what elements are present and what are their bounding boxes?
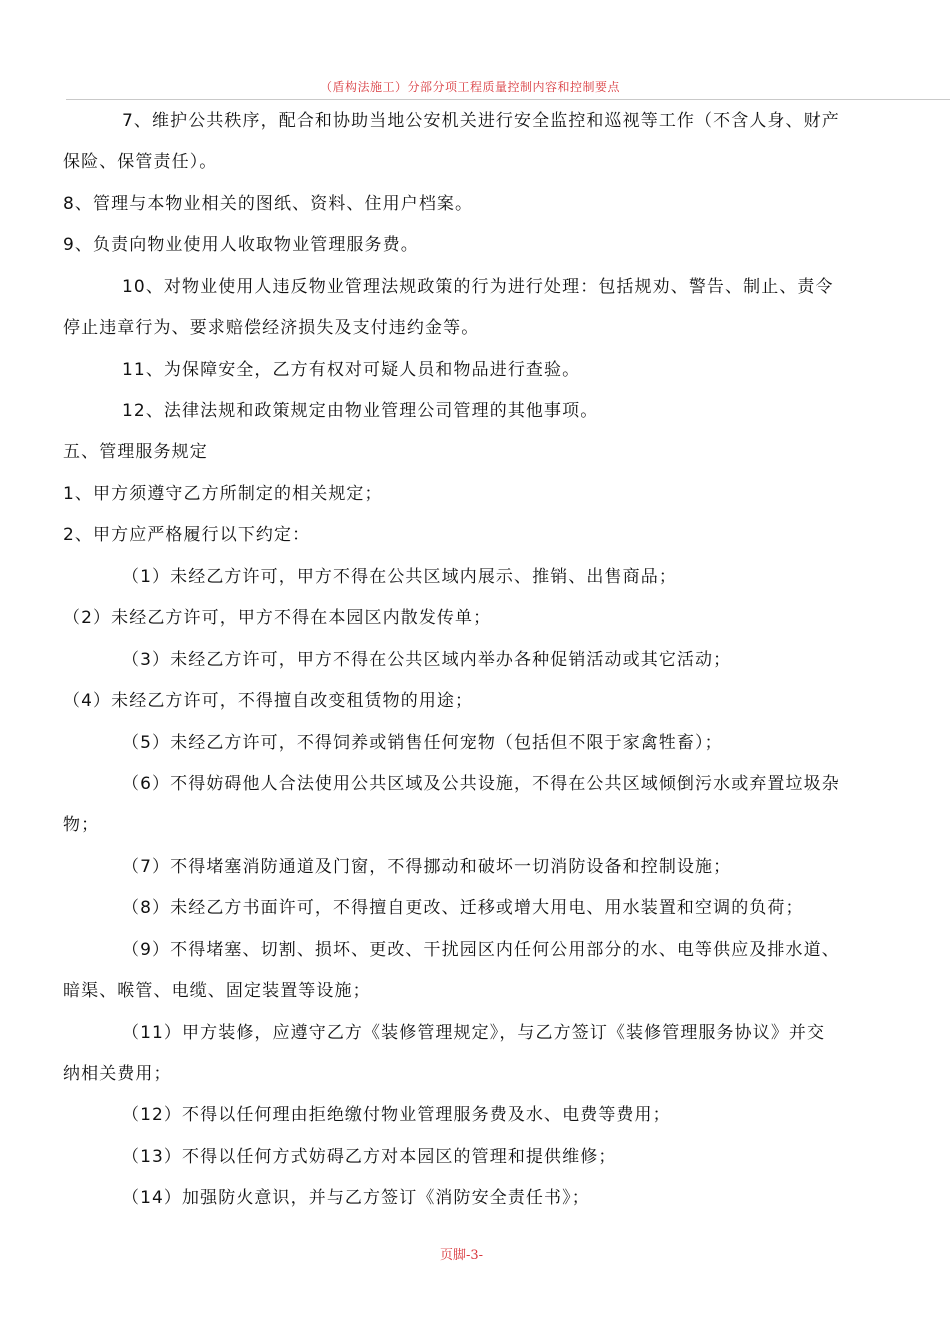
page-footer: 页脚-3- [440, 1248, 484, 1263]
text-line: （3）未经乙方许可，甲方不得在公共区域内举办各种促销活动或其它活动； [122, 650, 732, 670]
text-line: （12）不得以任何理由拒绝缴付物业管理服务费及水、电费等费用； [122, 1105, 671, 1125]
text-line: 7、维护公共秩序，配合和协助当地公安机关进行安全监控和巡视等工作（不含人身、财产 [122, 111, 840, 131]
text-line: （11）甲方装修，应遵守乙方《装修管理规定》，与乙方签订《装修管理服务协议》并交 [122, 1023, 826, 1043]
text-line: 10、对物业使用人违反物业管理法规政策的行为进行处理：包括规劝、警告、制止、责令 [122, 277, 834, 297]
text-line: 12、法律法规和政策规定由物业管理公司管理的其他事项。 [122, 401, 599, 421]
text-line: （5）未经乙方许可，不得饲养或销售任何宠物（包括但不限于家禽牲畜）； [122, 733, 723, 753]
text-line: 停止违章行为、要求赔偿经济损失及支付违约金等。 [63, 318, 480, 338]
header-title: （盾构法施工）分部分项工程质量控制内容和控制要点 [320, 80, 621, 94]
text-line: 9、负责向物业使用人收取物业管理服务费。 [63, 235, 419, 255]
text-line: 保险、保管责任）。 [63, 152, 218, 172]
text-line: （4）未经乙方许可，不得擅自改变租赁物的用途； [63, 691, 474, 711]
text-line: 暗渠、喉管、电缆、固定装置等设施； [63, 981, 371, 1001]
text-line: （13）不得以任何方式妨碍乙方对本园区的管理和提供维修； [122, 1147, 617, 1167]
section-heading: 五、管理服务规定 [63, 442, 208, 462]
page-header [0, 0, 950, 112]
text-line: 物； [63, 815, 100, 835]
text-line: （14）加强防火意识，并与乙方签订《消防安全责任书》； [122, 1188, 590, 1208]
text-line: 纳相关费用； [63, 1064, 172, 1084]
text-line: （8）未经乙方书面许可，不得擅自更改、迁移或增大用电、用水装置和空调的负荷； [122, 898, 804, 918]
text-line: 1、甲方须遵守乙方所制定的相关规定； [63, 484, 383, 504]
text-line: （1）未经乙方许可，甲方不得在公共区域内展示、推销、出售商品； [122, 567, 677, 587]
text-line: 2、甲方应严格履行以下约定： [63, 525, 311, 545]
text-line: 8、管理与本物业相关的图纸、资料、住用户档案。 [63, 194, 474, 214]
text-line: （6）不得妨碍他人合法使用公共区域及公共设施，不得在公共区域倾倒污水或弃置垃圾杂 [122, 774, 840, 794]
text-line: （7）不得堵塞消防通道及门窗，不得挪动和破坏一切消防设备和控制设施； [122, 857, 732, 877]
text-line: 11、为保障安全，乙方有权对可疑人员和物品进行查验。 [122, 360, 581, 380]
text-line: （9）不得堵塞、切割、损坏、更改、干扰园区内任何公用部分的水、电等供应及排水道、 [122, 940, 840, 960]
text-line: （2）未经乙方许可，甲方不得在本园区内散发传单； [63, 608, 492, 628]
header-divider [66, 99, 950, 100]
